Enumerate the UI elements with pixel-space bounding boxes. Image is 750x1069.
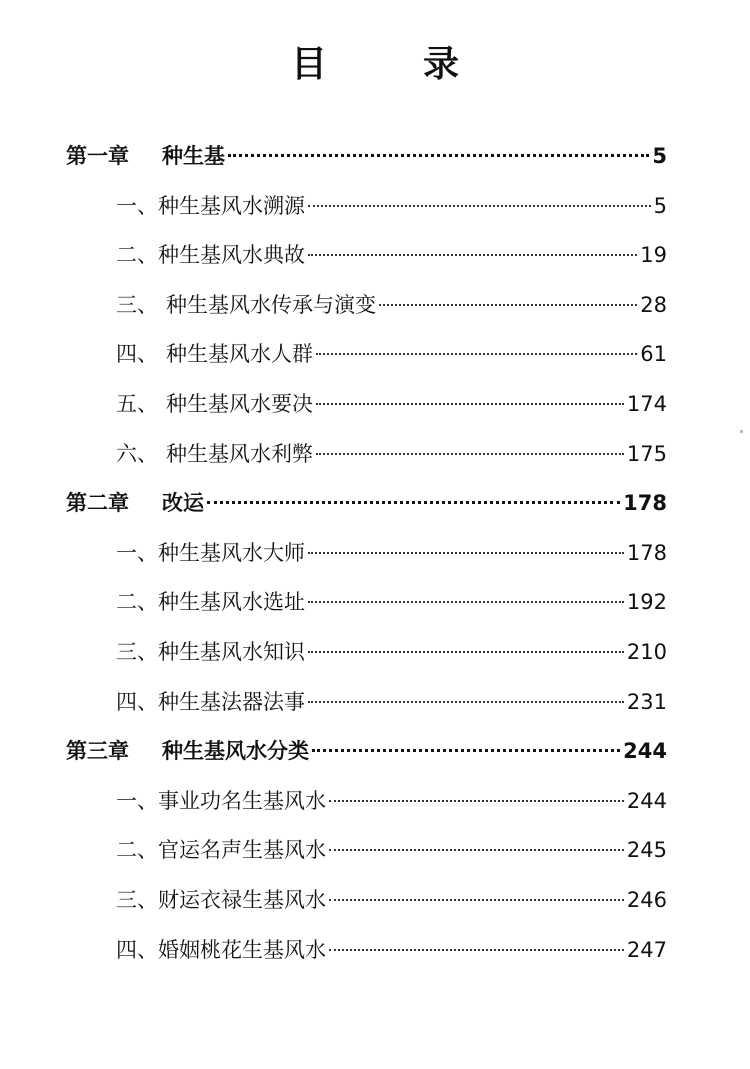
toc-section-row[interactable] [0,777,750,827]
section-title: 婚姻桃花生基风水 [158,937,326,962]
page-number: 5 [652,144,667,168]
dot-leader [308,601,624,603]
dot-leader [329,800,624,802]
dot-leader [329,849,624,851]
section-title: 种生基风水典故 [158,243,305,268]
chapter-title: 种生基 [162,144,225,168]
page-number: 178 [626,540,667,565]
page-number: 245 [626,838,667,863]
page-title: 目 录 [290,44,489,85]
page-number: 175 [626,441,667,466]
section-number: 六、 [116,441,158,466]
toc-section-row[interactable] [0,826,750,876]
toc-section-row[interactable] [0,182,750,232]
section-title: 种生基法器法事 [158,689,305,714]
section-title: 种生基风水利弊 [166,441,313,466]
page-number: 244 [626,788,667,813]
toc-section-row[interactable] [0,380,750,430]
dot-leader [308,651,624,653]
page-number: 28 [640,292,667,317]
toc-chapter-row[interactable] [0,479,750,529]
toc-section-row[interactable] [0,529,750,579]
page-number: 247 [626,937,667,962]
section-number: 四、 [116,342,158,367]
toc-section-row[interactable] [0,678,750,728]
section-title: 财运衣禄生基风水 [158,887,326,912]
section-number: 一、 [116,788,158,813]
section-number: 三、 [116,292,158,317]
page-number: 61 [640,342,667,367]
dot-leader [379,304,637,306]
page-number: 5 [653,193,667,218]
section-number: 二、 [116,590,158,615]
section-number: 三、 [116,887,158,912]
chapter-number: 第二章 [66,491,129,516]
dot-leader [308,552,624,554]
section-number: 四、 [116,689,158,714]
table-of-contents [0,132,750,975]
page-number: 192 [626,590,667,615]
section-number: 一、 [116,193,158,218]
section-number: 一、 [116,540,158,565]
page-number: 210 [626,639,667,664]
section-title: 种生基风水人群 [166,342,313,367]
toc-section-row[interactable] [0,231,750,281]
toc-section-row[interactable] [0,578,750,628]
section-title: 种生基风水要决 [166,391,313,416]
chapter-title: 改运 [162,491,204,516]
section-number: 五、 [116,391,158,416]
section-number: 二、 [116,838,158,863]
section-title: 种生基风水选址 [158,590,305,615]
page-number: 246 [626,887,667,912]
dot-leader [228,154,649,157]
section-title: 种生基风水传承与演变 [166,292,376,317]
toc-section-row[interactable] [0,330,750,380]
toc-section-row[interactable] [0,876,750,926]
chapter-number: 第三章 [66,739,129,764]
toc-section-row[interactable] [0,926,750,976]
dot-leader [329,949,624,951]
section-title: 种生基风水知识 [158,639,305,664]
dot-leader [308,205,651,207]
dot-leader [316,453,624,455]
dot-leader [316,403,624,405]
section-number: 四、 [116,937,158,962]
dot-leader [329,899,624,901]
chapter-title: 种生基风水分类 [162,739,309,764]
dot-leader [312,749,620,752]
toc-section-row[interactable] [0,628,750,678]
page-number: 244 [623,739,667,764]
page-number: 231 [626,689,667,714]
dot-leader [207,501,620,504]
section-number: 二、 [116,243,158,268]
section-title: 官运名声生基风水 [158,838,326,863]
chapter-number: 第一章 [66,144,129,168]
dot-leader [308,701,624,703]
section-number: 三、 [116,639,158,664]
page-number: 174 [626,391,667,416]
page-number: 19 [640,243,667,268]
section-title: 事业功名生基风水 [158,788,326,813]
section-title: 种生基风水溯源 [158,193,305,218]
toc-chapter-row[interactable] [0,727,750,777]
dot-leader [308,254,637,256]
section-title: 种生基风水大师 [158,540,305,565]
toc-section-row[interactable] [0,430,750,480]
toc-chapter-row[interactable] [0,132,750,182]
margin-speck [740,430,743,433]
page-number: 178 [623,491,667,516]
toc-section-row[interactable] [0,281,750,331]
dot-leader [316,353,637,355]
